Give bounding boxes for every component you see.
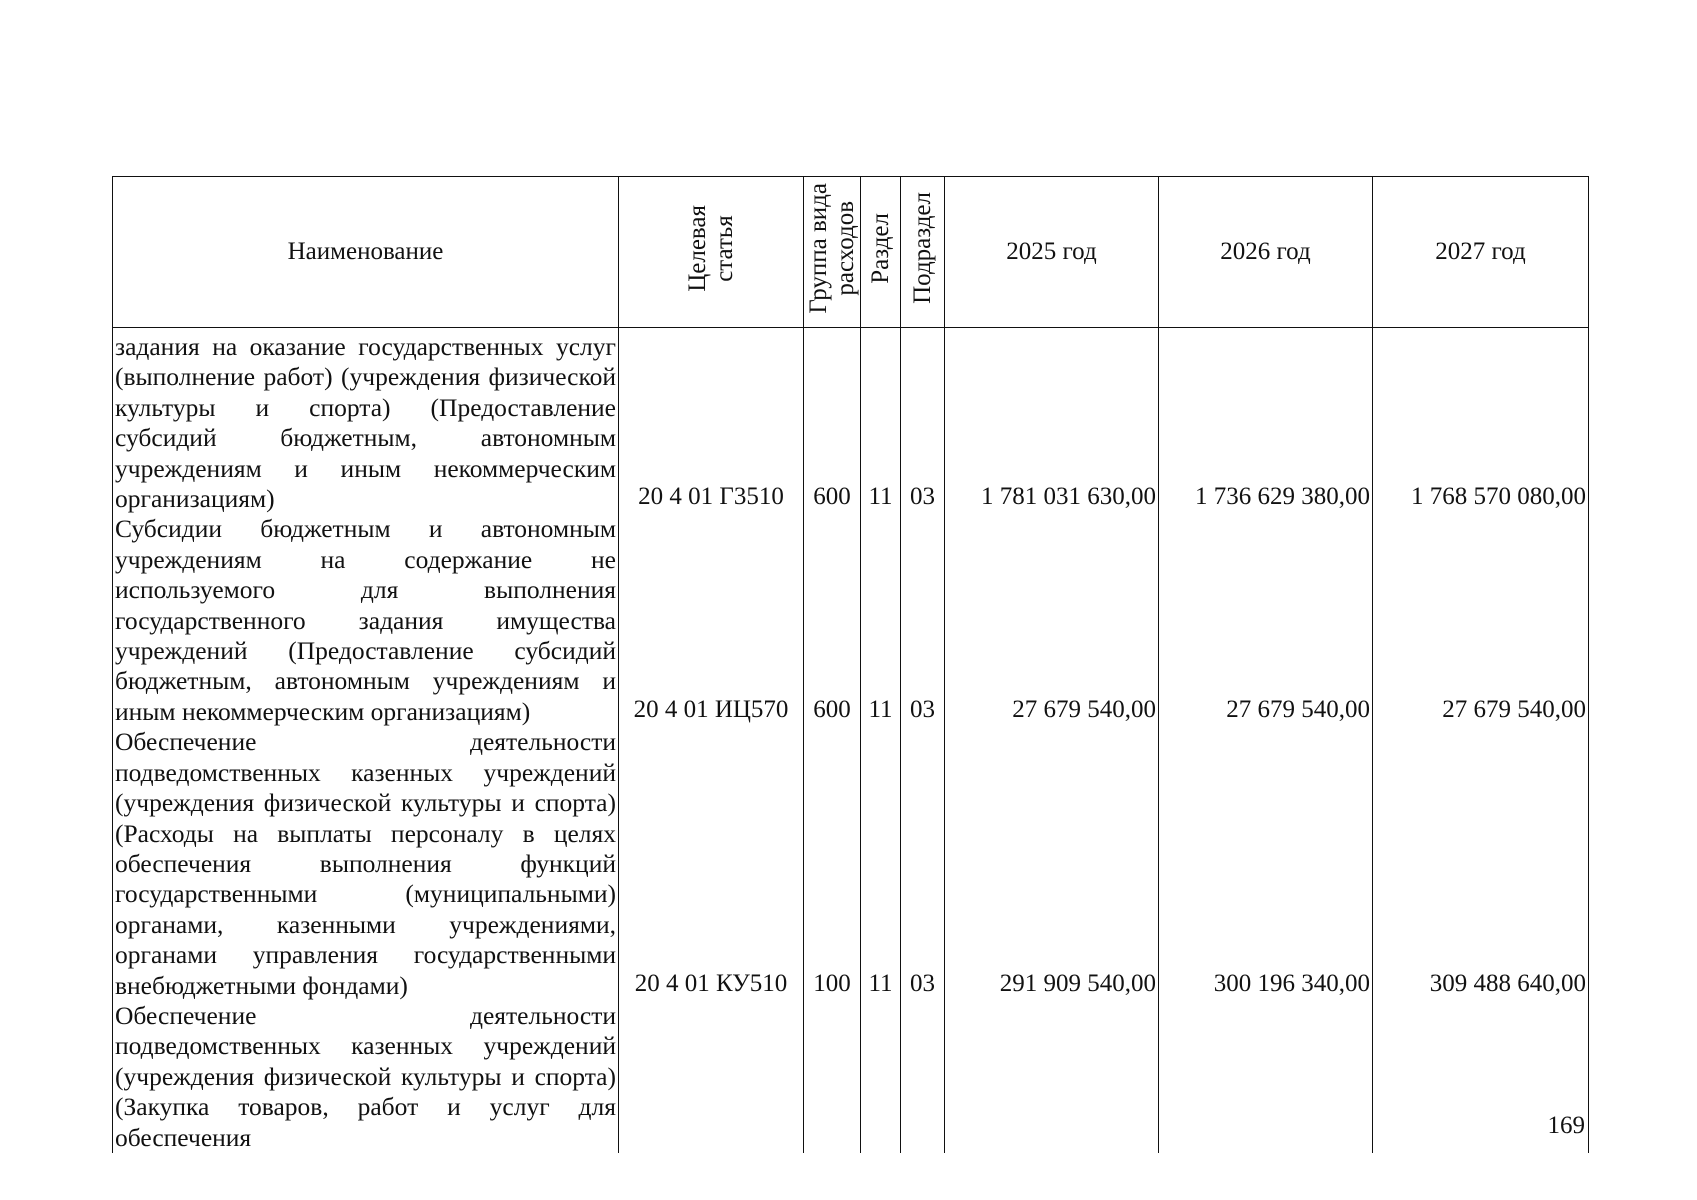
- header-target: [619, 177, 804, 328]
- budget-table: [112, 176, 1589, 1153]
- row-target: [619, 1001, 804, 1153]
- header-subsection-line: Подраздел: [909, 192, 936, 304]
- row-target: 20 4 01 КУ510: [619, 727, 804, 1001]
- header-group-line-1: Группа вида: [805, 182, 832, 314]
- header-subsection: [901, 177, 945, 328]
- header-subsection-label: [909, 192, 936, 304]
- header-name-label: Наименование: [287, 238, 444, 265]
- header-2027: [1373, 177, 1589, 328]
- header-2025-label: 2025 год: [1006, 238, 1097, 265]
- table-row: [113, 727, 1589, 1001]
- row-group: 600: [804, 328, 861, 515]
- row-section: 11: [861, 727, 901, 1001]
- row-target: 20 4 01 Г3510: [619, 328, 804, 515]
- row-name: Обеспечение деятельности подведомственных казенных учреждений (учреждения физической культуры и спорта) (Закупка товаров, работ и услуг для обеспечения: [113, 1001, 619, 1153]
- header-2026-label: 2026 год: [1220, 238, 1311, 265]
- header-target-line-2: статья: [711, 214, 738, 282]
- table-row: [113, 328, 1589, 515]
- row-name: Обеспечение деятельности подведомственных казенных учреждений (учреждения физической культуры и спорта) (Расходы на выплаты персоналу в целях обеспечения выполнения функций государственными (муниципальными) органами, казенными учреждениями, органами управления государственными внебюджетными фондами): [113, 727, 619, 1001]
- row-2027: 309 488 640,00: [1373, 727, 1589, 1001]
- row-group: 600: [804, 514, 861, 727]
- row-subsection: 03: [901, 514, 945, 727]
- header-target-label: [684, 205, 738, 292]
- header-section-line: Раздел: [867, 212, 894, 284]
- table-header-row: [113, 177, 1589, 328]
- row-subsection: 03: [901, 727, 945, 1001]
- row-2026: 1 736 629 380,00: [1159, 328, 1373, 515]
- header-section: [861, 177, 901, 328]
- page-number: 169: [1547, 1112, 1585, 1139]
- row-2026: 27 679 540,00: [1159, 514, 1373, 727]
- row-2027: 27 679 540,00: [1373, 514, 1589, 727]
- table-row: [113, 514, 1589, 727]
- row-2026: [1159, 1001, 1373, 1153]
- header-name: [113, 177, 619, 328]
- row-name: Субсидии бюджетным и автономным учреждениям на содержание не используемого для выполнения государственного задания имущества учреждений (Предоставление субсидий бюджетным, автономным учреждениям и иным некоммерческим организациям): [113, 514, 619, 727]
- header-group: [804, 177, 861, 328]
- header-section-label: [867, 213, 894, 284]
- row-2025: 291 909 540,00: [945, 727, 1159, 1001]
- row-2026: 300 196 340,00: [1159, 727, 1373, 1001]
- row-section: [861, 1001, 901, 1153]
- row-2027: 1 768 570 080,00: [1373, 328, 1589, 515]
- table-row: [113, 1001, 1589, 1153]
- row-2025: 27 679 540,00: [945, 514, 1159, 727]
- header-group-label: [805, 183, 859, 314]
- row-section: 11: [861, 328, 901, 515]
- row-group: [804, 1001, 861, 1153]
- row-subsection: [901, 1001, 945, 1153]
- row-group: 100: [804, 727, 861, 1001]
- row-name: задания на оказание государственных услуг (выполнение работ) (учреждения физической культуры и спорта) (Предоставление субсидий бюджетным, автономным учреждениям и иным некоммерческим организациям): [113, 328, 619, 515]
- row-section: 11: [861, 514, 901, 727]
- header-2027-label: 2027 год: [1435, 238, 1526, 265]
- header-2026: [1159, 177, 1373, 328]
- header-2025: [945, 177, 1159, 328]
- header-group-line-2: расходов: [832, 200, 859, 296]
- row-2025: 1 781 031 630,00: [945, 328, 1159, 515]
- row-2025: [945, 1001, 1159, 1153]
- header-target-line-1: Целевая: [684, 204, 711, 292]
- row-target: 20 4 01 ИЦ570: [619, 514, 804, 727]
- row-subsection: 03: [901, 328, 945, 515]
